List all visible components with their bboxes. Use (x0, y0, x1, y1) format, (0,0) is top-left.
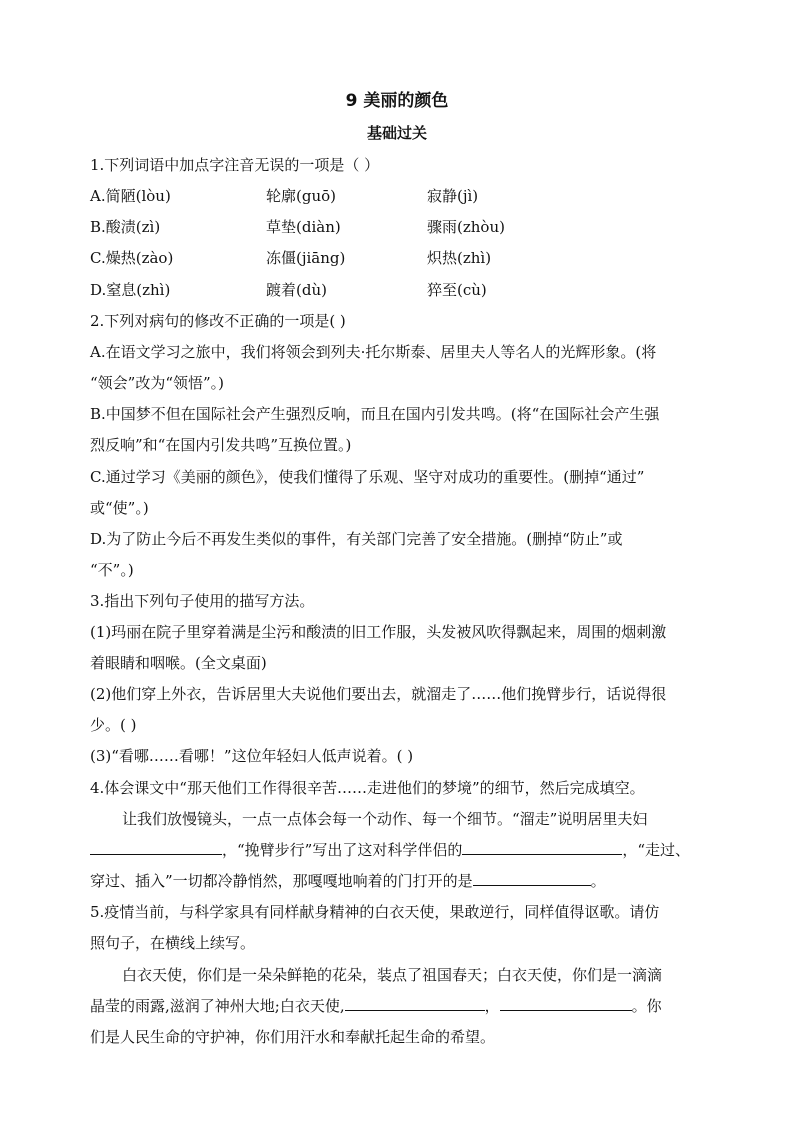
q5-stem-line-1: 5.疫情当前，与科学家具有同样献身精神的白衣天使，果敢逆行，同样值得讴歌。请仿 (90, 903, 660, 921)
q5-paragraph-line-3: 们是人民生命的守护神，你们用汗水和奉献托起生命的希望。 (90, 1028, 496, 1046)
q4-paragraph-line-1: 让我们放慢镜头，一点一点体会每一个动作、每一个细节。“溜走”说明居里夫妇 (122, 810, 648, 828)
page-title: 9 美丽的颜色 (345, 91, 449, 111)
q1-option-d-word-2: 踱着(dù) (266, 281, 327, 299)
q2-stem: 2.下列对病句的修改不正确的一项是( ) (90, 312, 346, 330)
q3-sentence-2-line-1: (2)他们穿上外衣，告诉居里大夫说他们要出去，就溜走了……他们挽臂步行，话说得很 (90, 685, 667, 703)
q1-option-a-word-2: 轮廓(guō) (266, 187, 336, 205)
q3-stem: 3.指出下列句子使用的描写方法。 (90, 592, 315, 610)
q2-option-a-line-2: “领会”改为“领悟”。) (90, 374, 225, 392)
q5-line-2-text-a: 晶莹的雨露,滋润了神州大地;白衣天使, (90, 997, 345, 1015)
q1-option-a-word-3: 寂静(jì) (427, 187, 479, 205)
q4-stem: 4.体会课文中“那天他们工作得很辛苦……走进他们的梦境”的细节，然后完成填空。 (90, 779, 645, 797)
q4-line-2-text-a: ，“挽臂步行”写出了这对科学伴侣的 (222, 841, 463, 859)
q2-option-d-line-2: “不”。) (90, 561, 134, 579)
q2-option-b-line-1: B.中国梦不但在国际社会产生强烈反响，而且在国内引发共鸣。(将“在国际社会产生强 (90, 405, 660, 423)
q4-paragraph-line-2 (90, 839, 715, 861)
q1-stem: 1.下列词语中加点字注音无误的一项是（ ） (90, 156, 380, 174)
q4-answer-blank-1[interactable] (90, 840, 222, 855)
q5-paragraph-line-1: 白衣天使，你们是一朵朵鲜艳的花朵，装点了祖国春天；白衣天使，你们是一滴滴 (122, 966, 663, 984)
q1-option-c-word-1: C.燥热(zào) (90, 249, 174, 267)
q1-option-c-word-3: 炽热(zhì) (427, 249, 492, 267)
q3-sentence-1-line-1: (1)玛丽在院子里穿着满是尘污和酸渍的旧工作服，头发被风吹得飘起来，周围的烟刺激 (90, 623, 667, 641)
q4-line-3-text-a: 穿过、插入”一切都冷静悄然，那嘎嘎地响着的门打开的是 (90, 872, 473, 890)
q5-answer-blank-1[interactable] (345, 996, 485, 1011)
q1-option-b-word-1: B.酸渍(zì) (90, 218, 161, 236)
q1-option-d-word-1: D.窒息(zhì) (90, 281, 171, 299)
q1-option-b-word-3: 骤雨(zhòu) (427, 218, 505, 236)
q2-option-b-line-2: 烈反响”和“在国内引发共鸣”互换位置。) (90, 436, 352, 454)
q5-stem-line-2: 照句子，在横线上续写。 (90, 934, 256, 952)
q2-option-d-line-1: D.为了防止今后不再发生类似的事件，有关部门完善了安全措施。(删掉“防止”或 (90, 530, 623, 548)
q3-sentence-2-line-2: 少。( ) (90, 716, 137, 734)
q1-option-b-word-2: 草垫(diàn) (266, 218, 341, 236)
q3-sentence-1-line-2: 着眼睛和咽喉。(全文桌面) (90, 654, 267, 672)
q4-line-2-text-b: ，“走过、 (622, 841, 691, 859)
section-title: 基础过关 (366, 124, 427, 142)
q2-option-a-line-1: A.在语文学习之旅中，我们将领会到列夫·托尔斯泰、居里夫人等名人的光辉形象。(将 (90, 343, 657, 361)
q5-paragraph-line-2 (90, 995, 715, 1017)
q5-line-2-text-b: 。你 (631, 997, 662, 1015)
q4-answer-blank-2[interactable] (462, 840, 622, 855)
q1-option-d-word-3: 猝至(cù) (427, 281, 487, 299)
q4-answer-blank-3[interactable] (473, 871, 591, 886)
q5-answer-blank-2[interactable] (500, 996, 632, 1011)
q5-blank-separator: ， (484, 997, 500, 1015)
q2-option-c-line-1: C.通过学习《美丽的颜色》，使我们懂得了乐观、坚守对成功的重要性。(删掉“通过” (90, 468, 645, 486)
q4-line-3-text-b: 。 (590, 872, 606, 890)
q2-option-c-line-2: 或“使”。) (90, 499, 149, 517)
q3-sentence-3: (3)“看哪……看哪！”这位年轻妇人低声说着。( ) (90, 747, 414, 765)
q4-paragraph-line-3 (90, 870, 715, 892)
q1-option-c-word-2: 冻僵(jiāng) (266, 249, 346, 267)
q1-option-a-word-1: A.简陋(lòu) (90, 187, 171, 205)
